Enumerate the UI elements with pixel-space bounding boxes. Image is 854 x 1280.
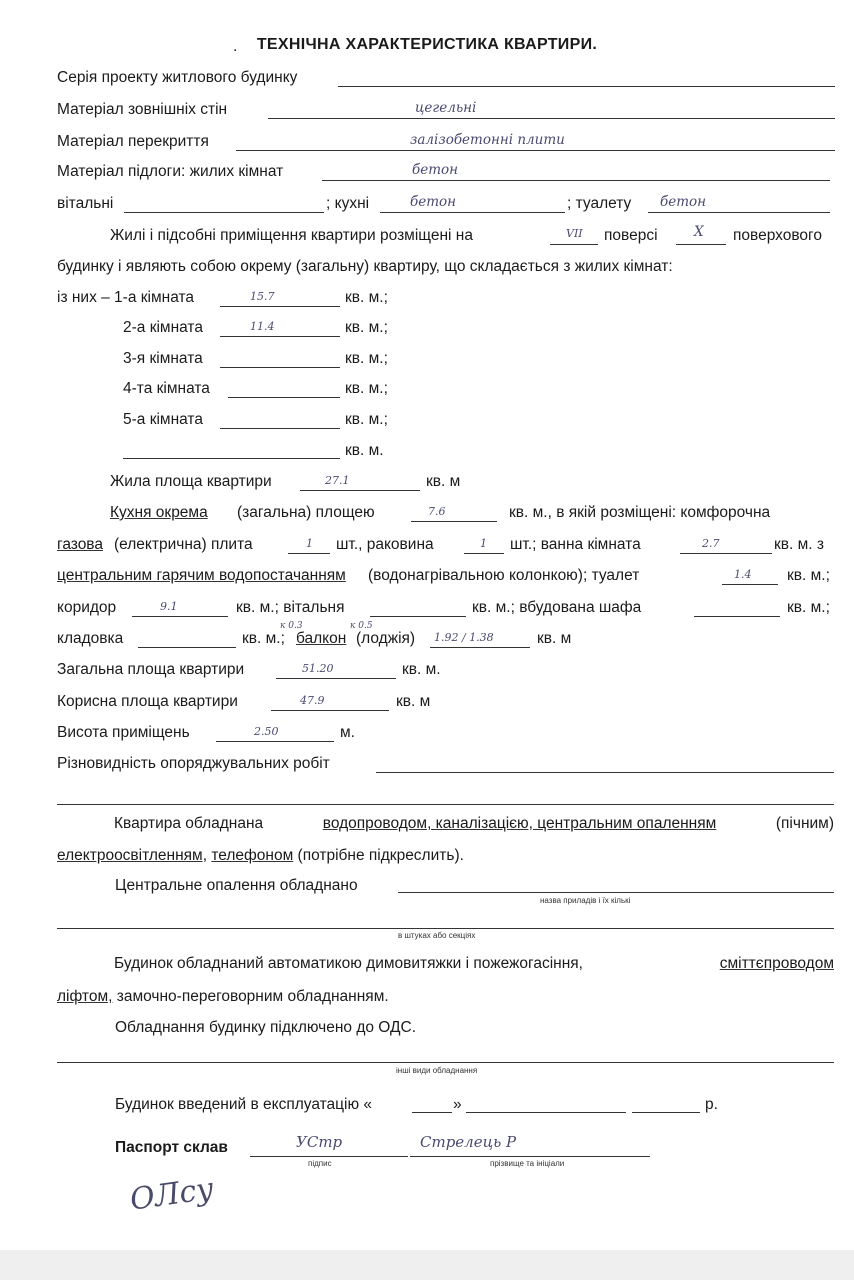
field-storage-line	[138, 647, 236, 648]
label-p1-a: Жилі і підсобні приміщення квартири розміщені на	[110, 227, 473, 244]
label-p1-line2: будинку і являють собою окрему (загальну) квартиру, що складається з жилих кімнат:	[57, 258, 673, 275]
label-kitchen-separate: Кухня окрема	[110, 504, 208, 521]
label-equipped-line2-b: телефоном	[211, 847, 294, 864]
equipped-line1	[57, 815, 834, 833]
field-room4-line	[228, 397, 340, 398]
field-wardrobe-line	[694, 616, 780, 617]
unit-useful-area: кв. м	[396, 693, 431, 710]
field-height-line	[216, 741, 334, 742]
label-ods: Обладнання будинку підключено до ОДС.	[115, 1019, 417, 1036]
screen-bottom-bar	[0, 1250, 854, 1280]
document-title: ТЕХНІЧНА ХАРАКТЕРИСТИКА КВАРТИРИ.	[256, 36, 598, 53]
label-toilet: ; туалету	[567, 195, 632, 212]
building-line2	[57, 988, 389, 1006]
label-passport: Паспорт склав	[115, 1139, 228, 1156]
field-floor-line	[322, 180, 830, 181]
label-height: Висота приміщень	[57, 724, 190, 741]
unit-room6: кв. м.	[345, 442, 384, 459]
label-useful-area: Корисна площа квартири	[57, 693, 238, 710]
field-floor-num-line	[550, 244, 598, 245]
field-finishing-line2	[57, 804, 834, 805]
field-walls-line	[268, 118, 835, 119]
value-living-area: 27.1	[325, 474, 350, 487]
label-pcs-bath: шт.; ванна кімната	[510, 536, 641, 553]
field-hall-line	[124, 212, 324, 213]
unit-toilet-area: кв. м.;	[787, 567, 830, 584]
label-boiler: (водонагрівальною колонкою); туалет	[368, 567, 640, 584]
field-heating-line	[398, 892, 834, 893]
building-line1	[57, 955, 834, 973]
unit-height: м.	[340, 724, 355, 741]
field-floors-total-line	[676, 244, 726, 245]
label-building-a: Будинок обладнаний автоматикою димовитяжки і пожежогасіння,	[114, 955, 583, 972]
unit-living-area: кв. м	[426, 473, 461, 490]
label-p1-c: поверхового	[733, 227, 822, 244]
label-equipped-c: (пічним)	[775, 815, 834, 832]
label-series: Серія проекту житлового будинку	[57, 69, 298, 86]
label-balcony: балкон	[296, 630, 347, 647]
caption-units: в штуках або секціях	[398, 931, 476, 940]
label-gas: газова	[57, 536, 103, 553]
value-sink-count: 1	[480, 537, 487, 550]
value-stove-count: 1	[306, 537, 313, 550]
value-ceiling: залізобетонні плити	[410, 132, 565, 148]
label-hall-row: кв. м.; вітальня	[236, 599, 345, 616]
field-balcony-line	[430, 647, 530, 648]
field-name-line	[410, 1156, 650, 1157]
value-useful-area: 47.9	[300, 694, 325, 707]
value-room2: 11.4	[250, 320, 275, 333]
field-room3-line	[220, 367, 340, 368]
field-signature-line	[250, 1156, 408, 1157]
label-floor: Матеріал підлоги: жилих кімнат	[57, 163, 284, 180]
equipped-line2	[57, 847, 464, 865]
value-total-area: 51.20	[302, 662, 334, 675]
field-toilet-area-line	[722, 584, 778, 585]
stray-dot: .	[233, 38, 238, 55]
label-kitchen-after: кв. м., в якій розміщені: комфорочна	[509, 504, 771, 521]
field-toilet-line	[648, 212, 830, 213]
label-corridor: коридор	[57, 599, 117, 616]
field-heating-line2	[57, 928, 834, 929]
field-bath-line	[680, 553, 772, 554]
value-floor-toilet: бетон	[660, 194, 707, 210]
caption-name: прізвище та ініціали	[490, 1159, 565, 1168]
field-corridor-line	[132, 616, 228, 617]
value-name: Стрелець Р	[420, 1133, 517, 1151]
value-walls: цегельні	[415, 100, 477, 116]
label-building-line2-a: ліфтом,	[57, 988, 113, 1005]
field-room6-line	[123, 458, 340, 459]
field-room5-line	[220, 428, 340, 429]
value-floors-total: X	[694, 224, 704, 240]
field-kitchen-line	[380, 212, 565, 213]
value-balcony-note2: к 0.5	[350, 621, 373, 631]
value-bath-area: 2.7	[702, 537, 720, 550]
label-building-line2-b: замочно-переговорним обладнанням.	[116, 988, 389, 1005]
unit-room4: кв. м.;	[345, 380, 388, 397]
label-hall: вітальні	[57, 195, 114, 212]
value-kitchen-area: 7.6	[428, 505, 446, 518]
label-stove: (електрична) плита	[114, 536, 253, 553]
label-wardrobe: кв. м.; вбудована шафа	[472, 599, 642, 616]
label-room2: 2-а кімната	[123, 319, 203, 336]
label-equipped-line2-c: (потрібне підкреслить).	[297, 847, 464, 864]
label-finishing: Різновидність опоряджувальних робіт	[57, 755, 330, 772]
value-height: 2.50	[254, 725, 279, 738]
value-balcony-note1: к 0.3	[280, 621, 303, 631]
field-stove-count-line	[288, 553, 330, 554]
field-room1-line	[220, 306, 340, 307]
field-ceiling-line	[236, 150, 835, 151]
field-room2-line	[220, 336, 340, 337]
label-p1-b: поверсі	[604, 227, 658, 244]
unit-storage: кв. м.;	[242, 630, 285, 647]
caption-devices: назва приладів і їх кількі	[540, 896, 631, 905]
field-sink-count-line	[464, 553, 504, 554]
unit-room3: кв. м.;	[345, 350, 388, 367]
label-equipped-line2-a: електроосвітленням,	[57, 847, 208, 864]
label-kitchen-rest: (загальна) площею	[237, 504, 375, 521]
label-room5: 5-а кімната	[123, 411, 203, 428]
value-signature: УСтр	[296, 1133, 343, 1151]
label-ceiling: Матеріал перекриття	[57, 133, 209, 150]
caption-sign: підпис	[308, 1159, 332, 1168]
field-kitchen-area-line	[411, 521, 497, 522]
label-commissioned: Будинок введений в експлуатацію «	[115, 1096, 373, 1113]
label-room3: 3-я кімната	[123, 350, 203, 367]
value-floor-kitchen: бетон	[410, 194, 457, 210]
label-building-b: сміттєпроводом	[719, 955, 834, 972]
field-series-line	[338, 86, 835, 87]
value-room1: 15.7	[250, 290, 275, 303]
field-other-line	[57, 1062, 834, 1063]
unit-room5: кв. м.;	[345, 411, 388, 428]
unit-room2: кв. м.;	[345, 319, 388, 336]
unit-total-area: кв. м.	[402, 661, 441, 678]
label-equipped-a: Квартира обладнана	[114, 815, 264, 832]
field-living-area-line	[300, 490, 420, 491]
label-storage: кладовка	[57, 630, 124, 647]
field-day-line	[412, 1112, 452, 1113]
field-useful-area-line	[271, 710, 389, 711]
value-stamp: ОЛсу	[127, 1171, 216, 1218]
label-room1: із них – 1-а кімната	[57, 289, 195, 306]
field-total-area-line	[276, 678, 396, 679]
label-loggia: (лоджія)	[356, 630, 416, 647]
label-year-suffix: р.	[705, 1096, 718, 1113]
value-floor-num: VII	[566, 227, 583, 240]
value-balcony-area: 1.92 / 1.38	[434, 631, 494, 644]
label-pcs-sink: шт., раковина	[336, 536, 434, 553]
label-kitchen: ; кухні	[326, 195, 370, 212]
label-living-area: Жила площа квартири	[110, 473, 272, 490]
unit-balcony: кв. м	[537, 630, 572, 647]
field-year-line	[632, 1112, 700, 1113]
label-total-area: Загальна площа квартири	[57, 661, 245, 678]
unit-room1: кв. м.;	[345, 289, 388, 306]
label-heating: Центральне опалення обладнано	[115, 877, 358, 894]
label-walls: Матеріал зовнішніх стін	[57, 101, 228, 118]
field-hall2-line	[370, 616, 466, 617]
label-bath-after: кв. м. з	[774, 536, 825, 553]
caption-other: інші види обладнання	[396, 1066, 478, 1075]
field-month-line	[466, 1112, 626, 1113]
label-room4: 4-та кімната	[123, 380, 210, 397]
value-toilet-area: 1.4	[734, 568, 752, 581]
field-finishing-line	[376, 772, 834, 773]
label-hot-water: центральним гарячим водопостачанням	[57, 567, 346, 584]
value-corridor-area: 9.1	[160, 600, 178, 613]
unit-wardrobe: кв. м.;	[787, 599, 830, 616]
label-equipped-b: водопроводом, каналізацією, центральним опаленням	[322, 815, 717, 832]
label-commissioned-close: »	[453, 1096, 462, 1113]
value-floor-rooms: бетон	[412, 162, 459, 178]
